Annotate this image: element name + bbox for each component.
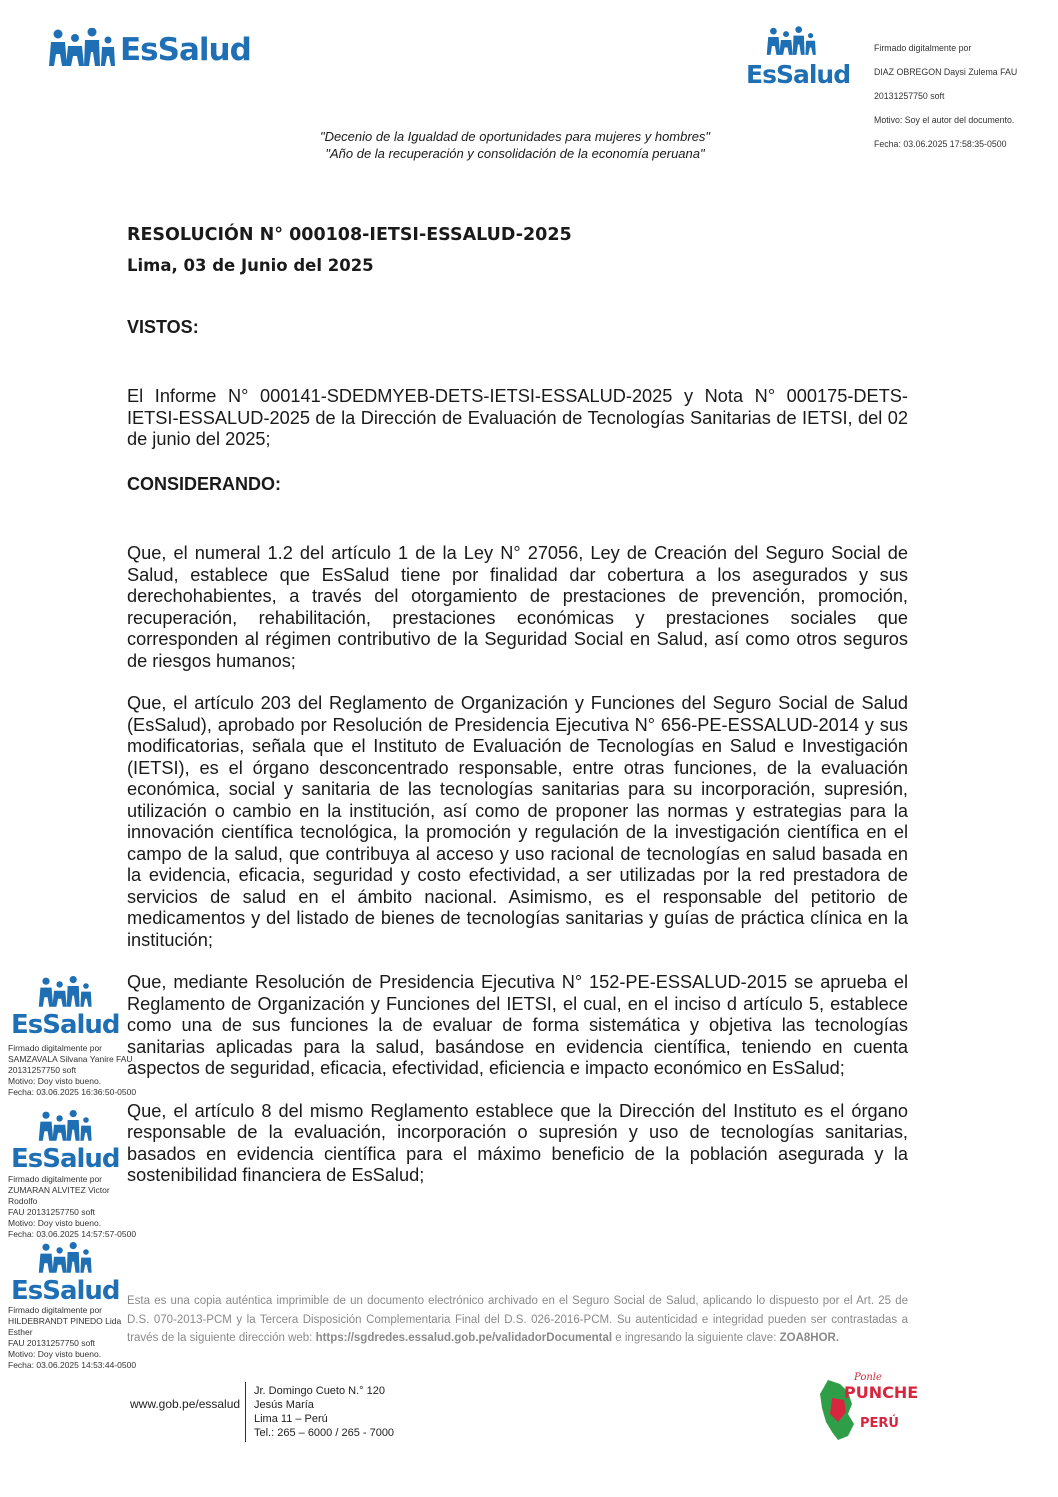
side-signature-3 xyxy=(8,1242,138,1370)
considerando-paragraphs xyxy=(127,543,908,1208)
digital-signature-header xyxy=(874,30,1054,162)
considerando-paragraph: Que, el numeral 1.2 del artículo 1 de la Ley N° 27056, Ley de Creación del Seguro Social de Salud, establece que EsSalud tiene por finalidad dar cobertura a los asegurados y sus derechohabientes, a través del otorgamiento de prestaciones de prevención, promoción, recuperación, rehabilitación, prestaciones económicas y prestaciones sociales que corresponden al régimen contributivo de la Seguridad Social en Salud, así como otros seguros de riesgos humanos; xyxy=(127,543,908,671)
family-figures-icon xyxy=(766,26,818,60)
mottos xyxy=(200,128,830,162)
campaign-line-1: Ponle xyxy=(854,1372,882,1383)
validation-key: ZOA8HOR. xyxy=(779,1332,840,1344)
signature-logo-text: EsSalud xyxy=(746,60,851,89)
considerando-paragraph: Que, el artículo 8 del mismo Reglamento establece que la Dirección del Instituto es el órgano responsable de la evaluación, incorporación o supresión y uso de tecnologías sanitarias, basados en evidencia científica para el máximo beneficio de la población asegurada y la sostenibilidad financiera de EsSalud; xyxy=(127,1100,908,1185)
address-line: Jr. Domingo Cueto N.° 120 xyxy=(254,1385,385,1397)
considerando-paragraph: Que, el artículo 203 del Reglamento de Organización y Funciones del Seguro Social de Salud (EsSalud), aprobado por Resolución de Presidencia Ejecutiva N° 656-PE-ESSALUD-2014 y sus modificatorias, señala que el Instituto de Evaluación de Tecnologías en Salud e Investigación (IETSI), es el órgano desconcentrado responsable, entre otras funciones, de la evaluación económica, social y sanitaria de las tecnologías sanitarias para su incorporación, supresión, utilización o cambio en la institución, así como de proponer las normas y estrategias para la innovación científica tecnológica, la promoción y regulación de la investigación científica en el campo de la salud, que contribuya al acceso y uso racional de tecnologías en salud basada en la evidencia, eficacia, seguridad y costo efectividad, a ser utilizadas por la red prestadora de servicios de salud en el ámbito nacional. Asimismo, es el responsable del petitorio de medicamentos y del listado de bienes de tecnologías sanitarias y guías de práctica clínica en la institución; xyxy=(127,693,908,950)
side-signature-1 xyxy=(8,976,138,1096)
considerando-paragraph: Que, mediante Resolución de Presidencia Ejecutiva N° 152-PE-ESSALUD-2015 se aprueba el Reglamento de Organización y Funciones del IETSI, el cual, en el inciso d artículo 5, establece como una de sus funciones la de evaluar de forma sistemática y objetiva las tecnologías sanitarias aplicadas para la salud, basándose en evidencia científica, teniendo en cuenta aspectos de seguridad, eficacia, efectividad, eficiencia e impacto económico en EsSalud; xyxy=(127,972,908,1078)
signature-logo-header xyxy=(746,26,851,90)
authenticity-note xyxy=(127,1292,908,1348)
family-figures-icon xyxy=(38,976,94,1012)
campaign-line-3: PERÚ xyxy=(860,1416,899,1431)
validator-link[interactable]: https://sgdredes.essalud.gob.pe/validadorDocumental xyxy=(315,1332,613,1344)
family-figures-icon xyxy=(38,1110,94,1146)
side-signature-logo-text: EsSalud xyxy=(11,1144,120,1174)
family-figures-icon xyxy=(38,1242,94,1278)
signature-line: Fecha: 03.06.2025 17:58:35-0500 xyxy=(874,139,1007,149)
essalud-logo-header xyxy=(48,26,258,74)
campaign-line-2: PUNCHE xyxy=(844,1383,919,1402)
footer-website[interactable]: www.gob.pe/essalud xyxy=(130,1397,241,1411)
signature-line: Firmado digitalmente por xyxy=(874,43,972,53)
motto-line-2: "Año de la recuperación y consolidación de la economía peruana" xyxy=(325,146,705,161)
considerando-heading: CONSIDERANDO: xyxy=(127,474,282,494)
essalud-logo-text: EsSalud xyxy=(120,32,251,68)
vistos-text: El Informe N° 000141-SDEDMYEB-DETS-IETSI-ESSALUD-2025 y Nota N° 000175-DETS-IETSI-ESSALUD-2025 de la Dirección de Evaluación de Tecnologías Sanitarias de IETSI, del 02 de junio del 2025; xyxy=(127,386,908,449)
side-signature-logo-text: EsSalud xyxy=(11,1010,120,1040)
side-signature-logo-text: EsSalud xyxy=(11,1276,120,1306)
motto-line-1: "Decenio de la Igualdad de oportunidades para mujeres y hombres" xyxy=(319,129,711,144)
vistos-heading: VISTOS: xyxy=(127,317,199,337)
signature-line: Motivo: Soy el autor del documento. xyxy=(874,115,1015,125)
address-line: Tel.: 265 – 6000 / 265 - 7000 xyxy=(254,1427,395,1439)
footer-address xyxy=(254,1384,394,1440)
signature-line: 20131257750 soft xyxy=(874,91,945,101)
side-signature-2 xyxy=(8,1110,138,1239)
side-signature-text: Firmado digitalmente por HILDEBRANDT PINEDO Lida Esther FAU 20131257750 soft Motivo: Doy visto bueno. Fecha: 03.06.2025 14:53:44-0500 xyxy=(8,1305,137,1370)
authenticity-note-text: Esta es una copia auténtica imprimible de un documento electrónico archivado en el Seguro Social de Salud, aplicando lo dispuesto por el Art. 25 de D.S. 070-2013-PCM y la Tercera Disposición Complementaria Final del D.S. 026-2016-PCM. Su autenticidad e integridad pueden ser contrastadas a través de la siguiente dirección web: xyxy=(127,1295,908,1344)
campaign-logo xyxy=(818,1372,919,1444)
side-signature-text: Firmado digitalmente por ZUMARAN ALVITEZ Victor Rodolfo FAU 20131257750 soft Motivo: Doy visto bueno. Fecha: 03.06.2025 14:57:57-0500 xyxy=(8,1174,137,1239)
resolution-date: Lima, 03 de Junio del 2025 xyxy=(127,256,374,275)
footer-divider xyxy=(245,1382,246,1442)
signature-line: DIAZ OBREGON Daysi Zulema FAU xyxy=(874,67,1018,77)
address-line: Jesús María xyxy=(254,1399,314,1411)
authenticity-note-text-2: e ingresando la siguiente clave: xyxy=(612,1332,780,1344)
family-figures-icon xyxy=(48,28,118,72)
resolution-title: RESOLUCIÓN N° 000108-IETSI-ESSALUD-2025 xyxy=(127,225,572,245)
side-signature-text: Firmado digitalmente por SAMZAVALA Silvana Yanire FAU 20131257750 soft Motivo: Doy visto bueno. Fecha: 03.06.2025 16:36:50-0500 xyxy=(8,1043,137,1097)
address-line: Lima 11 – Perú xyxy=(254,1413,328,1425)
